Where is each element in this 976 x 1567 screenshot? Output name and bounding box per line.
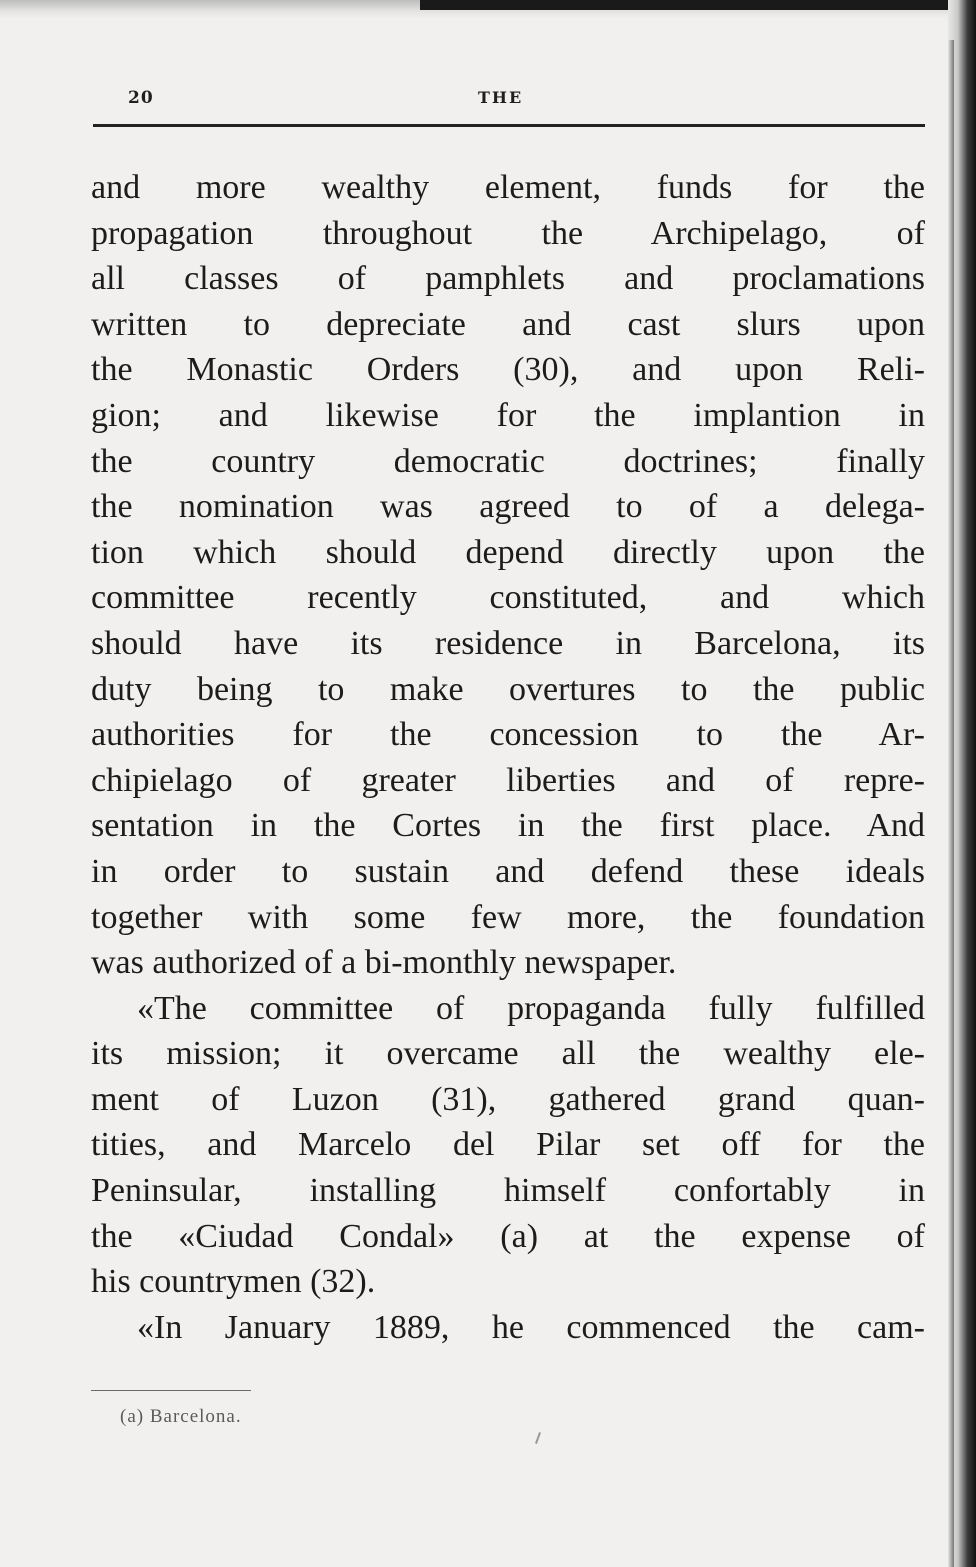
text-line: chipielago of greater liberties and of repre- [91, 761, 925, 799]
paper-speck [535, 1432, 541, 1444]
text-line: committee recently constituted, and which [91, 579, 925, 617]
text-line: duty being to make overtures to the public [91, 670, 925, 708]
footnote: (a) Barcelona. [120, 1406, 242, 1427]
body-text [91, 165, 925, 1350]
text-line: its mission; it overcame all the wealthy ele- [91, 1035, 925, 1073]
text-line: written to depreciate and cast slurs upon [91, 305, 925, 343]
text-line: all classes of pamphlets and proclamations [91, 260, 925, 298]
text-line: gion; and likewise for the implantion in [91, 396, 925, 434]
top-binding-edge [420, 0, 976, 10]
text-line: tion which should depend directly upon the [91, 533, 925, 571]
footnote-rule [91, 1390, 251, 1391]
text-line: sentation in the Cortes in the first place. And [91, 807, 925, 845]
header-rule [93, 124, 925, 127]
text-line: ment of Luzon (31), gathered grand quan- [91, 1080, 925, 1118]
text-line: his countrymen (32). [91, 1263, 376, 1301]
text-line: Peninsular, installing himself confortably in [91, 1172, 925, 1210]
page-header [93, 88, 925, 122]
text-line: «In January 1889, he commenced the cam- [137, 1308, 925, 1346]
running-head: THE [478, 88, 524, 107]
text-line: should have its residence in Barcelona, its [91, 624, 925, 662]
page-number: 20 [128, 88, 154, 108]
text-line: was authorized of a bi-monthly newspaper. [91, 944, 677, 982]
text-line: the «Ciudad Condal» (a) at the expense of [91, 1217, 925, 1255]
text-line: tities, and Marcelo del Pilar set off for the [91, 1126, 925, 1164]
text-line: in order to sustain and defend these ideals [91, 852, 925, 890]
text-line: and more wealthy element, funds for the [91, 169, 925, 206]
text-line: the Monastic Orders (30), and upon Reli- [91, 351, 925, 389]
text-line: together with some few more, the foundation [91, 898, 925, 936]
text-line: authorities for the concession to the Ar- [91, 716, 925, 754]
text-line: the country democratic doctrines; finally [91, 442, 925, 480]
text-line: propagation throughout the Archipelago, of [91, 214, 925, 252]
text-line: «The committee of propaganda fully fulfilled [137, 989, 925, 1027]
text-line: the nomination was agreed to of a delega- [91, 488, 925, 526]
right-edge-shadow [948, 40, 954, 1567]
